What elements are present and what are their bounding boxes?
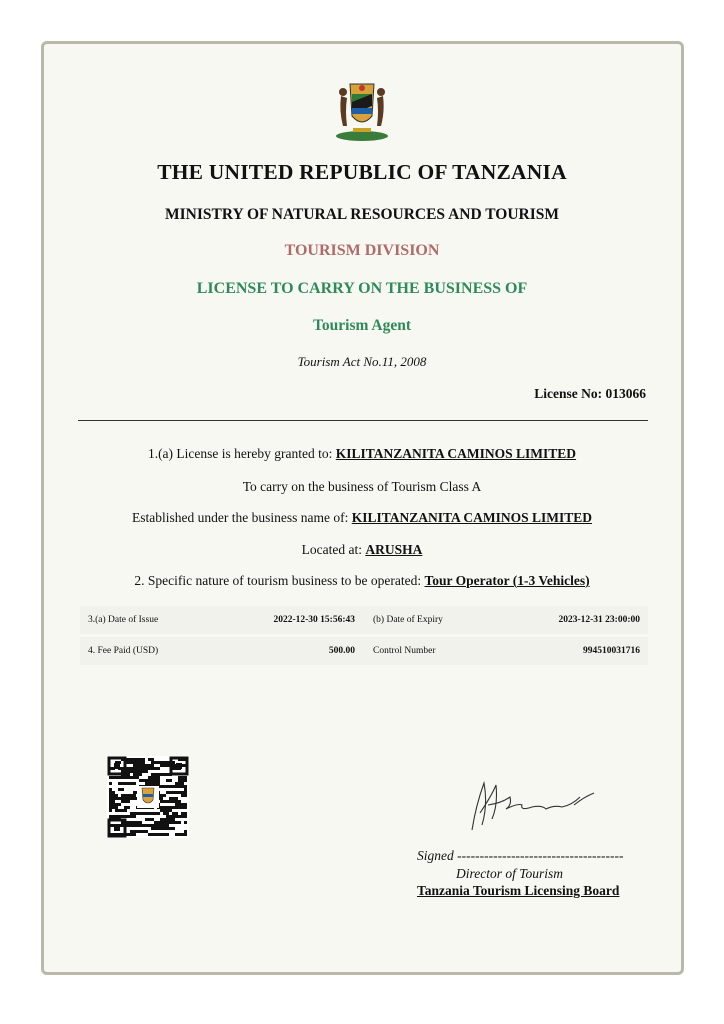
location: ARUSHA bbox=[365, 542, 423, 557]
director-signature bbox=[462, 775, 602, 835]
signed-line: Signed ------------------------------------- bbox=[417, 848, 624, 863]
location-line: Located at: ARUSHA bbox=[301, 542, 423, 557]
details-table bbox=[80, 606, 648, 668]
fee-label: 4. Fee Paid (USD) bbox=[88, 646, 159, 656]
board-name: Tanzania Tourism Licensing Board bbox=[417, 883, 620, 898]
grant-line: 1.(a) License is hereby granted to: KILITANZANITA CAMINOS LIMITED bbox=[147, 446, 577, 461]
ministry-name: MINISTRY OF NATURAL RESOURCES AND TOURISM bbox=[164, 206, 560, 223]
fee-value: 500.00 bbox=[328, 646, 355, 656]
coat-of-arms-emblem bbox=[331, 76, 393, 142]
division-name: TOURISM DIVISION bbox=[284, 242, 440, 259]
business-nature: Tour Operator (1-3 Vehicles) bbox=[424, 573, 590, 588]
issue-date-value: 2022-12-30 15:56:43 bbox=[273, 615, 355, 625]
act-reference: Tourism Act No.11, 2008 bbox=[297, 354, 427, 369]
license-number: License No: 013066 bbox=[534, 386, 646, 401]
license-heading: LICENSE TO CARRY ON THE BUSINESS OF bbox=[196, 280, 528, 297]
class-line: To carry on the business of Tourism Class A bbox=[242, 479, 482, 494]
table-row bbox=[80, 606, 648, 634]
business-type: Tourism Agent bbox=[312, 317, 412, 334]
nature-line: 2. Specific nature of tourism business to be operated: Tour Operator (1-3 Vehicles) bbox=[134, 573, 590, 588]
business-name: KILITANZANITA CAMINOS LIMITED bbox=[351, 510, 592, 525]
divider bbox=[78, 420, 648, 421]
table-row bbox=[80, 637, 648, 665]
business-name-line: Established under the business name of: KILITANZANITA CAMINOS LIMITED bbox=[131, 510, 592, 525]
control-number-value: 994510031716 bbox=[583, 646, 640, 656]
director-title: Director of Tourism bbox=[456, 866, 564, 881]
country-title: THE UNITED REPUBLIC OF TANZANIA bbox=[157, 160, 567, 184]
issue-date-label: 3.(a) Date of Issue bbox=[88, 615, 159, 625]
control-number-label: Control Number bbox=[373, 646, 436, 656]
licensee-name: KILITANZANITA CAMINOS LIMITED bbox=[335, 446, 577, 461]
expiry-date-value: 2023-12-31 23:00:00 bbox=[558, 615, 640, 625]
qr-code-icon bbox=[107, 756, 189, 838]
expiry-date-label: (b) Date of Expiry bbox=[373, 615, 443, 625]
